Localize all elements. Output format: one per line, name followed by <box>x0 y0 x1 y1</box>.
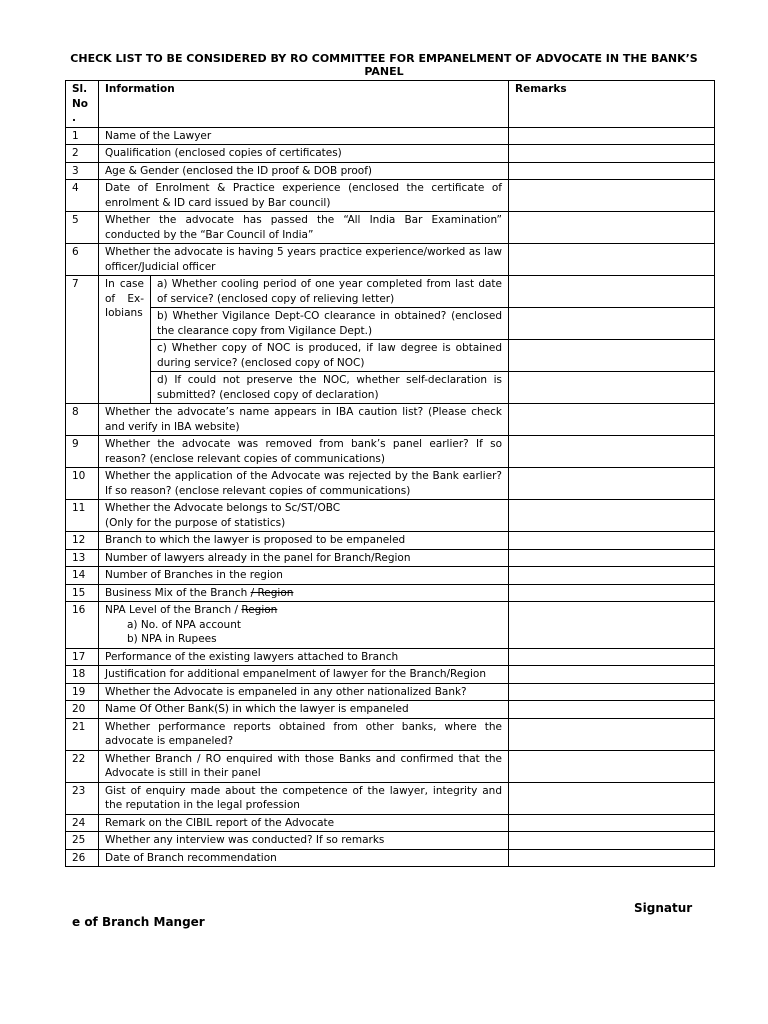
row-information <box>99 750 509 782</box>
row-information <box>99 549 509 567</box>
row-number: 19 <box>66 683 99 701</box>
row-information <box>99 602 509 649</box>
row-text: Number of lawyers already in the panel for Branch/Region <box>105 551 411 564</box>
row-number: 1 <box>66 127 99 145</box>
row-information <box>99 127 509 145</box>
row-text: Whether the application of the Advocate was rejected by the Bank earlier? If so reason? (enclose relevant copies of communications) <box>105 470 502 497</box>
row-remarks <box>509 782 715 814</box>
row-sub-question: d) If could not preserve the NOC, whether self-declaration is submitted? (enclosed copy of declaration) <box>151 372 509 404</box>
row-text: Whether the Advocate is empaneled in any other nationalized Bank? <box>105 685 467 698</box>
row-remarks <box>509 127 715 145</box>
table-row <box>66 468 715 500</box>
row-note: (Only for the purpose of statistics) <box>105 516 286 529</box>
table-row <box>66 683 715 701</box>
table-row <box>66 648 715 666</box>
row-information <box>99 532 509 550</box>
row-remarks <box>509 584 715 602</box>
table-row <box>66 127 715 145</box>
signature-label-part2: e of Branch Manger <box>72 915 205 929</box>
table-row <box>66 308 715 340</box>
table-row <box>66 145 715 163</box>
row-number: 8 <box>66 404 99 436</box>
table-row <box>66 782 715 814</box>
table-row <box>66 814 715 832</box>
header-remarks: Remarks <box>509 81 715 128</box>
row-information <box>99 244 509 276</box>
row-text: Justification for additional empanelment of lawyer for the Branch/Region <box>105 668 486 680</box>
row-text: NPA Level of the Branch / <box>105 604 242 616</box>
row-number: 6 <box>66 244 99 276</box>
row-text: Name of the Lawyer <box>105 129 212 142</box>
row-information <box>99 782 509 814</box>
row-number: 14 <box>66 567 99 585</box>
row-information <box>99 666 509 684</box>
table-row <box>66 666 715 684</box>
row-remarks <box>509 701 715 719</box>
table-row <box>66 340 715 372</box>
row-text: Age & Gender (enclosed the ID proof & DOB proof) <box>105 164 372 177</box>
document-title: CHECK LIST TO BE CONSIDERED BY RO COMMITTEE FOR EMPANELMENT OF ADVOCATE IN THE BANK’S PANEL <box>70 52 698 78</box>
row-remarks <box>509 683 715 701</box>
row-remarks <box>509 468 715 500</box>
row-number: 17 <box>66 648 99 666</box>
row-text: Whether the advocate’s name appears in IBA caution list? (Please check and verify in IBA website) <box>105 406 502 433</box>
row-remarks <box>509 814 715 832</box>
row-remarks <box>509 340 715 372</box>
row-remarks <box>509 500 715 532</box>
table-row <box>66 567 715 585</box>
row-remarks <box>509 666 715 684</box>
row-information <box>99 567 509 585</box>
row-remarks <box>509 718 715 750</box>
row-number: 18 <box>66 666 99 684</box>
row-sub-question: a) Whether cooling period of one year completed from last date of service? (enclosed copy of relieving letter) <box>151 276 509 308</box>
row-number: 11 <box>66 500 99 532</box>
row-remarks <box>509 180 715 212</box>
table-row <box>66 750 715 782</box>
row-number: 13 <box>66 549 99 567</box>
row-text: Whether the advocate has passed the “All India Bar Examination” conducted by the “Bar Council of India” <box>105 214 502 241</box>
row-information <box>99 436 509 468</box>
row-number: 16 <box>66 602 99 649</box>
row-remarks <box>509 567 715 585</box>
row-text: Branch to which the lawyer is proposed to be empaneled <box>105 534 406 546</box>
row-information <box>99 468 509 500</box>
row-text: Remark on the CIBIL report of the Advocate <box>105 816 335 829</box>
table-header-row <box>66 81 715 128</box>
row-text: Whether the advocate was removed from bank’s panel earlier? If so reason? (enclose relevant copies of communications) <box>105 438 502 465</box>
row-number: 3 <box>66 162 99 180</box>
header-information: Information <box>99 81 509 128</box>
row-text: Business Mix of the Branch <box>105 586 251 599</box>
row-remarks <box>509 372 715 404</box>
row-remarks <box>509 832 715 850</box>
row-number: 20 <box>66 701 99 719</box>
row-information <box>99 814 509 832</box>
row-sub-item: a) No. of NPA account <box>127 618 241 631</box>
row-number: 15 <box>66 584 99 602</box>
row-information <box>99 500 509 532</box>
table-row <box>66 602 715 649</box>
row-information <box>99 832 509 850</box>
row-text: Whether any interview was conducted? If so remarks <box>105 834 385 846</box>
row-remarks <box>509 549 715 567</box>
row-sub-question: b) Whether Vigilance Dept-CO clearance in obtained? (enclosed the clearance copy from Vigilance Dept.) <box>151 308 509 340</box>
row-group-label: In case of Ex-Iobians <box>99 276 151 404</box>
row-remarks <box>509 212 715 244</box>
table-row <box>66 372 715 404</box>
row-number: 24 <box>66 814 99 832</box>
row-remarks <box>509 750 715 782</box>
table-row <box>66 549 715 567</box>
row-number: 9 <box>66 436 99 468</box>
row-number: 22 <box>66 750 99 782</box>
table-row <box>66 276 715 308</box>
table-row <box>66 436 715 468</box>
row-text: Whether the Advocate belongs to Sc/ST/OBC <box>105 502 341 514</box>
row-information <box>99 584 509 602</box>
row-text: Performance of the existing lawyers attached to Branch <box>105 650 399 663</box>
table-row <box>66 532 715 550</box>
table-row <box>66 500 715 532</box>
row-text: Number of Branches in the region <box>105 569 283 581</box>
row-information <box>99 683 509 701</box>
row-remarks <box>509 532 715 550</box>
row-remarks <box>509 145 715 163</box>
row-information <box>99 180 509 212</box>
row-text: Date of Enrolment & Practice experience (enclosed the certificate of enrolment & ID card issued by Bar council) <box>105 182 502 209</box>
row-remarks <box>509 276 715 308</box>
row-remarks <box>509 436 715 468</box>
row-struck-text: Region <box>241 604 278 616</box>
header-sl-no: Sl. No . <box>66 81 99 128</box>
row-text: Qualification (enclosed copies of certificates) <box>105 147 342 159</box>
row-number: 26 <box>66 849 99 867</box>
row-information <box>99 648 509 666</box>
row-information <box>99 701 509 719</box>
table-row <box>66 849 715 867</box>
row-remarks <box>509 849 715 867</box>
row-remarks <box>509 162 715 180</box>
table-row <box>66 832 715 850</box>
row-remarks <box>509 648 715 666</box>
row-number: 23 <box>66 782 99 814</box>
row-remarks <box>509 308 715 340</box>
row-information <box>99 145 509 163</box>
table-row <box>66 162 715 180</box>
table-row <box>66 212 715 244</box>
row-struck-text: / Region <box>250 586 294 599</box>
row-information <box>99 162 509 180</box>
row-text: Whether the advocate is having 5 years practice experience/worked as law officer/Judicial officer <box>105 246 502 273</box>
row-information <box>99 404 509 436</box>
table-row <box>66 404 715 436</box>
row-number: 5 <box>66 212 99 244</box>
table-row <box>66 718 715 750</box>
table-row <box>66 584 715 602</box>
row-text: Name Of Other Bank(S) in which the lawyer is empaneled <box>105 703 409 715</box>
row-number: 4 <box>66 180 99 212</box>
row-remarks <box>509 404 715 436</box>
row-information <box>99 718 509 750</box>
row-sub-item: b) NPA in Rupees <box>127 633 217 645</box>
table-row <box>66 180 715 212</box>
row-number: 12 <box>66 532 99 550</box>
row-number: 25 <box>66 832 99 850</box>
row-number: 2 <box>66 145 99 163</box>
table-row <box>66 701 715 719</box>
signature-label-part1: Signatur <box>634 901 693 915</box>
checklist-table <box>65 80 715 867</box>
row-number: 21 <box>66 718 99 750</box>
row-remarks <box>509 244 715 276</box>
row-information <box>99 212 509 244</box>
table-row <box>66 244 715 276</box>
row-text: Gist of enquiry made about the competence of the lawyer, integrity and the reputation in the legal profession <box>105 784 502 811</box>
row-text: Whether Branch / RO enquired with those Banks and confirmed that the Advocate is still in their panel <box>105 752 502 779</box>
row-number: 7 <box>66 276 99 404</box>
row-text: Whether performance reports obtained from other banks, where the advocate is empaneled? <box>105 720 502 747</box>
row-text: Date of Branch recommendation <box>105 851 277 864</box>
row-number: 10 <box>66 468 99 500</box>
row-sub-question: c) Whether copy of NOC is produced, if law degree is obtained during service? (enclosed copy of NOC) <box>151 340 509 372</box>
row-information <box>99 849 509 867</box>
row-remarks <box>509 602 715 649</box>
